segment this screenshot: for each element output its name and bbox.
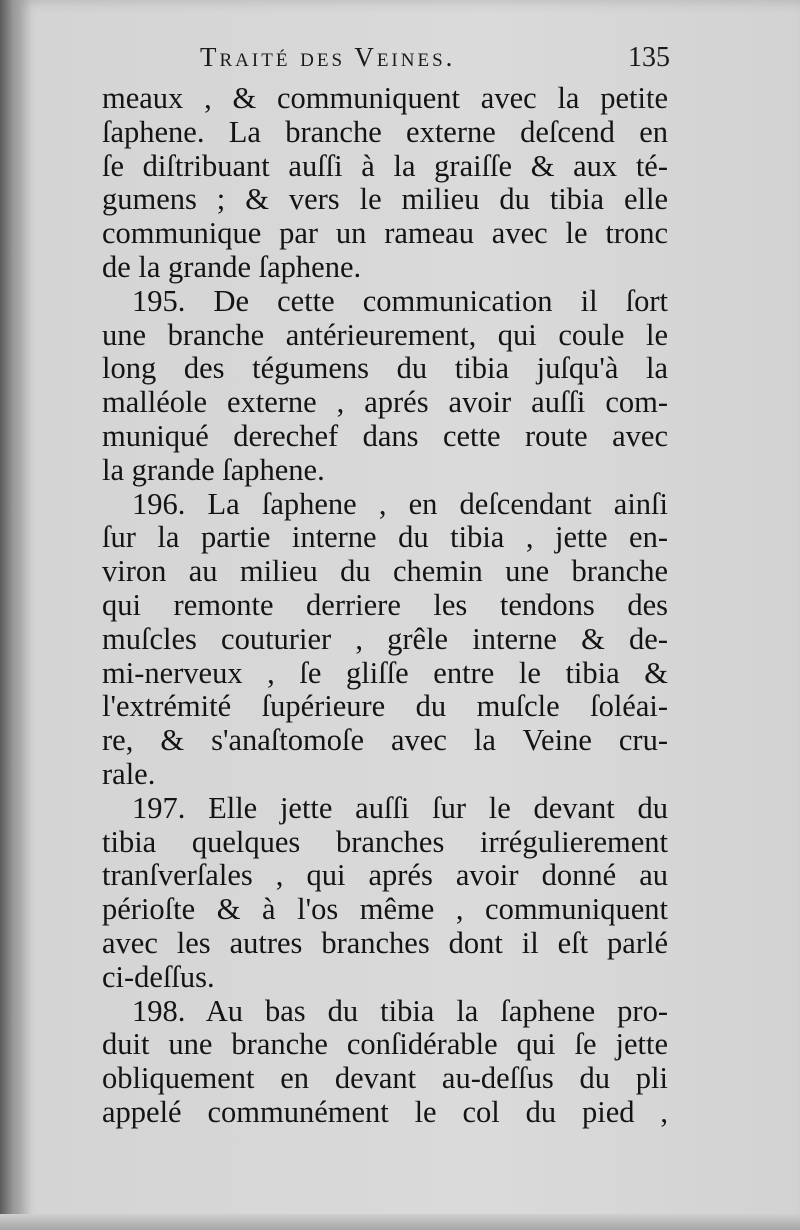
running-title: Traité des Veines.	[200, 42, 456, 72]
text-line: périoſte & à l'os même , communiquent	[102, 892, 668, 927]
page-header	[200, 42, 670, 82]
text-line: tranſverſales , qui aprés avoir donné au	[102, 858, 668, 893]
text-line: ſur la partie interne du tibia , jette en-	[102, 520, 668, 555]
text-line: gumens ; & vers le milieu du tibia elle	[102, 182, 668, 217]
text-line: ci-deſſus.	[102, 959, 215, 994]
text-line: muniqué derechef dans cette route avec	[102, 418, 668, 453]
text-line: meaux , & communiquent avec la petite	[102, 81, 668, 115]
text-line: de la grande ſaphene.	[102, 249, 362, 284]
page-number: 135	[628, 42, 670, 73]
text-line: appelé communément le col du pied ,	[102, 1094, 668, 1129]
text-line: ſe diſtribuant auſſi à la graiſſe & aux té-	[102, 148, 668, 183]
text-line: viron au milieu du chemin une branche	[102, 554, 668, 589]
text-line: qui remonte derriere les tendons des	[102, 587, 668, 622]
text-line: mi-nerveux , ſe gliſſe entre le tibia &	[102, 655, 668, 690]
text-line: ſaphene. La branche externe deſcend en	[102, 114, 668, 149]
book-spine-shadow	[0, 0, 14, 1230]
text-line: re, & s'anaſtomoſe avec la Veine cru-	[102, 723, 668, 758]
text-line: long des tégumens du tibia juſqu'à la	[102, 351, 668, 386]
body-text	[102, 82, 668, 1130]
text-line: une branche antérieurement, qui coule le	[102, 317, 668, 352]
page-bottom-edge	[0, 1214, 800, 1230]
text-line: l'extrémité ſupérieure du muſcle ſoléai-	[102, 689, 668, 724]
text-line: obliquement en devant au-deſſus du pli	[102, 1061, 668, 1096]
text-line: 196. La ſaphene , en deſcendant ainſi	[132, 486, 668, 521]
text-line: rale.	[102, 756, 156, 791]
text-line: 195. De cette communication il ſort	[132, 283, 668, 318]
text-line: malléole externe , aprés avoir auſſi com-	[102, 385, 668, 420]
text-line: 198. Au bas du tibia la ſaphene pro-	[132, 993, 668, 1028]
text-line: muſcles couturier , grêle interne & de-	[102, 621, 668, 656]
text-line: communique par un rameau avec le tronc	[102, 216, 668, 251]
text-line: tibia quelques branches irrégulierement	[102, 824, 668, 859]
text-line: la grande ſaphene.	[102, 452, 325, 487]
text-line: duit une branche conſidérable qui ſe jette	[102, 1027, 668, 1062]
text-line: avec les autres branches dont il eſt parlé	[102, 925, 668, 960]
text-line: 197. Elle jette auſſi ſur le devant du	[132, 790, 668, 825]
